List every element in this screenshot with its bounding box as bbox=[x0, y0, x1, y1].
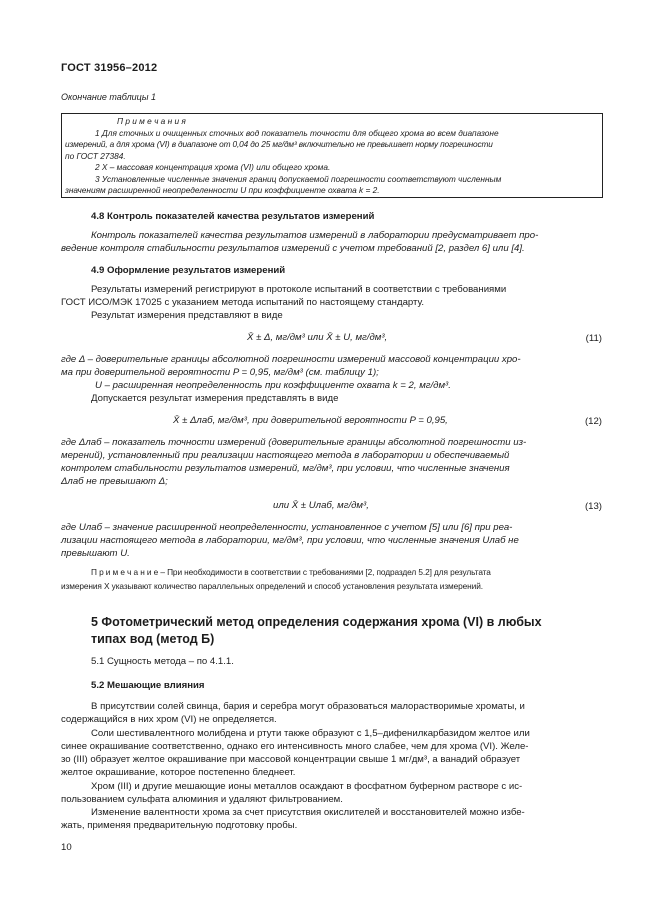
paragraph-line: Результат измерения представляют в виде bbox=[91, 310, 283, 321]
paragraph-line: Результаты измерений регистрируют в протоколе испытаний в соответствии с требованиями bbox=[91, 284, 507, 295]
formula-13: или X̄ ± Uлаб, мг/дм³, bbox=[273, 500, 369, 511]
section-4-9-heading: 4.9 Оформление результатов измерений bbox=[91, 265, 286, 276]
where-line: где Uлаб – значение расширенной неопределенности, установленное с учетом [5] или [6] при реа- bbox=[61, 522, 513, 533]
equation-number-13: (13) bbox=[584, 501, 602, 512]
paragraph-line: В присутствии солей свинца, бария и серебра могут образоваться малорастворимые хроматы, и bbox=[91, 701, 525, 712]
note-line: 3 Установленные численные значения границ допускаемой погрешности соответствуют численным bbox=[95, 173, 502, 184]
paragraph-line: пользованием сульфата алюминия и удаляют фильтрованием. bbox=[61, 794, 343, 805]
equation-number-11: (11) bbox=[585, 333, 602, 344]
note-line: измерений, а для хрома (VI) в диапазоне от 0,04 до 25 мг/дм³ включительно не превышает норму погрешности bbox=[65, 139, 493, 149]
paragraph-line: Соли шестивалентного молибдена и ртути также образуют с 1,5–дифенилкарбазидом желтое или bbox=[91, 728, 530, 739]
where-line: превышают U. bbox=[61, 548, 130, 559]
formula-12: X̄ ± Δлаб, мг/дм³, при доверительной вероятности P = 0,95, bbox=[173, 415, 448, 426]
where-line: лизации настоящего метода в лаборатории, мг/дм³, при условии, что численные значения Uлаб не bbox=[61, 535, 519, 546]
where-line: где Δлаб – показатель точности измерений (доверительные границы абсолютной погрешности из- bbox=[61, 437, 527, 448]
document-header: ГОСТ 31956–2012 bbox=[61, 62, 158, 74]
page-number: 10 bbox=[61, 842, 72, 853]
paragraph-line: синее окрашивание соответственно, однако его интенсивность много слабее, чем для хрома (VI). Желе- bbox=[61, 741, 529, 752]
note-line: П р и м е ч а н и е – При необходимости в соответствии с требованиями [2, подраздел 5.2] для результата bbox=[91, 567, 491, 577]
paragraph-line: содержащийся в них хром (VI) не определяется. bbox=[61, 714, 277, 725]
equation-number-12: (12) bbox=[584, 416, 602, 427]
where-line: контролем стабильности результатов измерений, мг/дм³, при условии, что численные значения bbox=[61, 463, 510, 474]
note-line: 2 X – массовая концентрация хрома (VI) или общего хрома. bbox=[95, 162, 331, 172]
note-line: по ГОСТ 27384. bbox=[65, 150, 126, 161]
notes-box bbox=[61, 113, 603, 198]
paragraph-line: Допускается результат измерения представлять в виде bbox=[91, 393, 339, 404]
formula-11: X̄ ± Δ, мг/дм³ или X̄ ± U, мг/дм³, bbox=[247, 332, 388, 343]
where-line: где Δ – доверительные границы абсолютной погрешности измерений массовой концентрации хро- bbox=[61, 354, 521, 365]
note-line: 1 Для сточных и очищенных сточных вод показатель точности для общего хрома во всем диапазоне bbox=[95, 127, 499, 138]
paragraph-line: жать, применяя предварительную подготовку пробы. bbox=[61, 820, 298, 831]
note-line: значениям расширенной неопределенности U при коэффициенте охвата k = 2. bbox=[65, 185, 380, 195]
section-5-heading: типах вод (метод Б) bbox=[91, 632, 215, 646]
note-line: измерения X указывают количество параллельных определений и способ установления результата измерений. bbox=[61, 581, 483, 591]
section-5-heading: 5 Фотометрический метод определения содержания хрома (VI) в любых bbox=[91, 615, 542, 629]
notes-title: П р и м е ч а н и я bbox=[117, 116, 186, 126]
paragraph-line: желтое окрашивание, которое постепенно бледнеет. bbox=[61, 767, 296, 778]
where-line: U – расширенная неопределенность при коэффициенте охвата k = 2, мг/дм³. bbox=[95, 380, 451, 391]
section-4-8-heading: 4.8 Контроль показателей качества результатов измерений bbox=[91, 211, 375, 222]
subsection-5-1: 5.1 Сущность метода – по 4.1.1. bbox=[91, 656, 234, 667]
table-continuation-label: Окончание таблицы 1 bbox=[61, 92, 156, 102]
where-line: ма при доверительной вероятности P = 0,95, мг/дм³ (см. таблицу 1); bbox=[61, 367, 379, 378]
section-5-2-heading: 5.2 Мешающие влияния bbox=[91, 680, 205, 691]
paragraph-line: зо (III) образует желтое окрашивание при массовой концентрации свыше 1 мг/дм³, а ванадий образует bbox=[61, 754, 521, 765]
paragraph-line: Хром (III) и другие мешающие ионы металлов осаждают в фосфатном буферном растворе с ис- bbox=[91, 781, 523, 792]
paragraph-line: Контроль показателей качества результатов измерений в лаборатории предусматривает про- bbox=[91, 230, 539, 241]
paragraph-line: ГОСТ ИСО/МЭК 17025 с указанием метода испытаний по настоящему стандарту. bbox=[61, 297, 425, 308]
paragraph-line: Изменение валентности хрома за счет присутствия окислителей и восстановителей можно избе- bbox=[91, 807, 525, 818]
paragraph-line: ведение контроля стабильности результатов измерений с учетом требований [2, раздел 6] или [4]. bbox=[61, 243, 525, 254]
where-line: Δлаб не превышают Δ; bbox=[61, 476, 168, 487]
where-line: мерений), установленный при реализации настоящего метода в лаборатории и обеспечиваемый bbox=[61, 450, 510, 461]
